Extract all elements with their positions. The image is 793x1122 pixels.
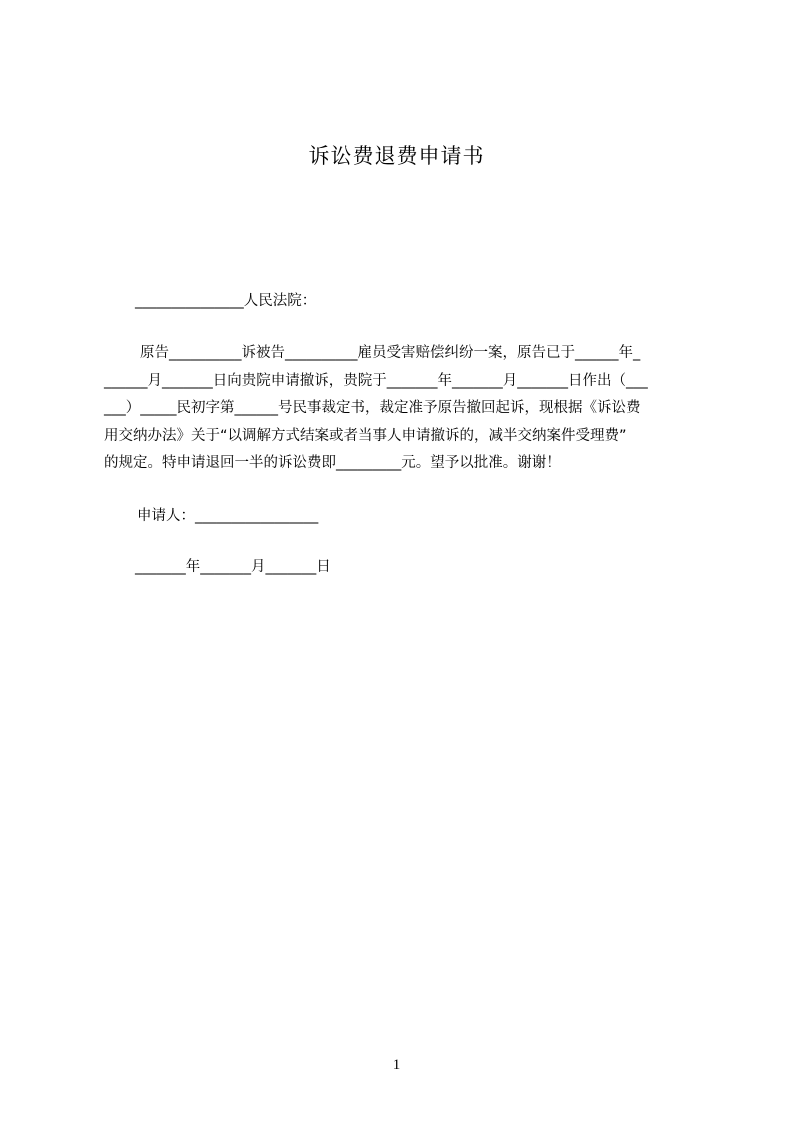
court-salutation: _______________人民法院： [135,293,317,309]
body-line: ______月_______日向贵院申请撤诉，贵院于_______年_______月_______日作出（___ [104,372,648,389]
body-line: 的规定。特申请退回一半的诉讼费即_________元。望予以批准。谢谢！ [104,455,561,471]
page-number: 1 [392,1057,401,1073]
date-line: _______年_______月_______日 [135,559,331,575]
body-line: ___）_____民初字第______号民事裁定书，裁定准予原告撤回起诉，现根据《诉讼费 [104,400,641,416]
body-line: 用交纳办法》关于“以调解方式结案或者当事人申请撤诉的，减半交纳案件受理费” [104,427,627,444]
body-line: 原告__________诉被告__________雇员受害赔偿纠纷一案，原告已于______年_ [140,345,641,361]
body-paragraph [104,340,704,478]
document-title: 诉讼费退费申请书 [308,144,485,168]
applicant-line: 申请人：_________________ [137,508,319,524]
